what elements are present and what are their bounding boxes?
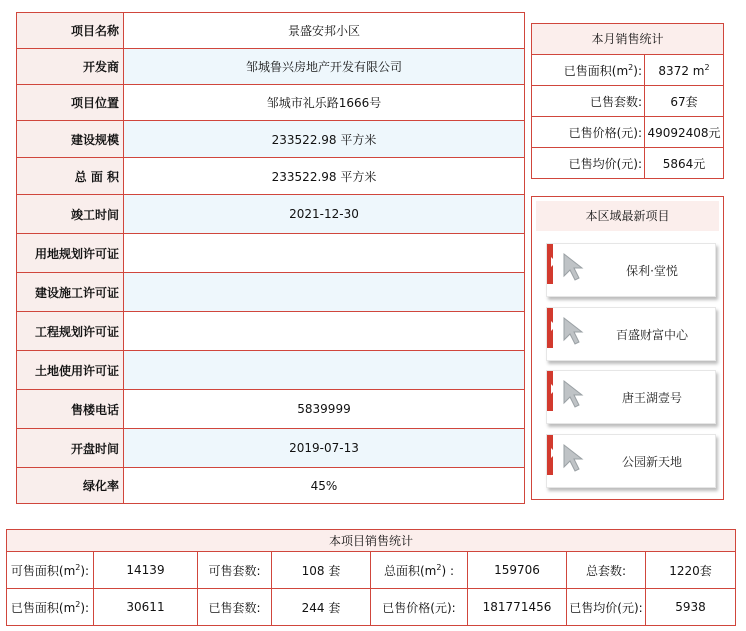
bookmark-flag-icon <box>547 371 553 411</box>
sold-price-label: 已售价格(元): <box>371 589 468 626</box>
cursor-arrow-icon <box>561 252 587 282</box>
latest-project-item[interactable] <box>546 434 716 488</box>
info-value-green-rate: 45% <box>124 468 525 504</box>
latest-project-name: 保利·堂悦 <box>626 264 678 278</box>
info-value-developer: 邹城鲁兴房地产开发有限公司 <box>124 49 525 85</box>
latest-projects-title: 本区域最新项目 <box>536 201 719 231</box>
monthly-sold-price-label: 已售价格(元): <box>532 117 645 148</box>
info-label-engineering-permit: 工程规划许可证 <box>17 312 124 351</box>
info-label-land-plan-permit: 用地规划许可证 <box>17 234 124 273</box>
info-label-developer: 开发商 <box>17 49 124 85</box>
monthly-sold-price-value: 49092408元 <box>645 117 724 148</box>
sold-units-value: 244 套 <box>272 589 371 626</box>
latest-project-item[interactable] <box>546 370 716 424</box>
monthly-sold-units-label: 已售套数: <box>532 86 645 117</box>
monthly-sold-units-value: 67套 <box>645 86 724 117</box>
latest-project-name: 公园新天地 <box>621 455 682 469</box>
info-label-total-area: 总 面 积 <box>17 158 124 195</box>
info-value-name: 景盛安邦小区 <box>124 13 525 49</box>
info-value-land-plan-permit <box>124 234 525 273</box>
info-label-location: 项目位置 <box>17 85 124 121</box>
monthly-sold-area-value: 8372 $m^2$ <box>645 55 724 86</box>
avail-area-label: 可售面积$(m^2)$: <box>7 552 94 589</box>
latest-project-name: 唐王湖壹号 <box>621 391 682 405</box>
avail-units-value: 108 套 <box>272 552 371 589</box>
bookmark-flag-icon <box>547 308 553 348</box>
info-label-build-scale: 建设规模 <box>17 121 124 158</box>
total-units-value: 1220套 <box>646 552 736 589</box>
sold-price-value: 181771456 <box>468 589 567 626</box>
sold-area-label: 已售面积$(m^2)$: <box>7 589 94 626</box>
info-label-construction-permit: 建设施工许可证 <box>17 273 124 312</box>
avail-area-value: 14139 <box>94 552 198 589</box>
latest-project-name: 百盛财富中心 <box>615 328 688 342</box>
total-area-label: 总面积$(m^2)$ : <box>371 552 468 589</box>
monthly-avg-price-label: 已售均价(元): <box>568 156 642 171</box>
sold-units-label: 已售套数: <box>198 589 272 626</box>
info-value-location: 邹城市礼乐路1666号 <box>124 85 525 121</box>
info-value-total-area: 233522.98 平方米 <box>124 158 525 195</box>
info-label-sales-phone: 售楼电话 <box>17 390 124 429</box>
latest-projects-panel <box>531 196 724 500</box>
avail-units-label: 可售套数: <box>198 552 272 589</box>
info-value-sales-phone: 5839999 <box>124 390 525 429</box>
info-label-green-rate: 绿化率 <box>17 468 124 504</box>
cursor-arrow-icon <box>561 316 587 346</box>
info-value-construction-permit <box>124 273 525 312</box>
info-value-engineering-permit <box>124 312 525 351</box>
info-value-opening-date: 2019-07-13 <box>124 429 525 468</box>
monthly-avg-price-value: 5864元 <box>645 148 724 179</box>
info-label-name: 项目名称 <box>17 13 124 49</box>
latest-project-item[interactable] <box>546 243 716 297</box>
project-sales-title: 本项目销售统计 <box>7 530 736 552</box>
total-area-value: 159706 <box>468 552 567 589</box>
monthly-sales-title: 本月销售统计 <box>532 24 723 55</box>
info-label-opening-date: 开盘时间 <box>17 429 124 468</box>
bookmark-flag-icon <box>547 244 553 284</box>
monthly-sold-area-label: 已售面积$(m^2)$: <box>532 55 645 86</box>
sold-area-value: 30611 <box>94 589 198 626</box>
cursor-arrow-icon <box>561 443 587 473</box>
info-value-completion: 2021-12-30 <box>124 195 525 234</box>
avg-price-label: 已售均价(元): <box>567 589 646 626</box>
avg-price-value: 5938 <box>646 589 736 626</box>
info-value-land-use-permit <box>124 351 525 390</box>
info-label-land-use-permit: 土地使用许可证 <box>17 351 124 390</box>
info-label-completion: 竣工时间 <box>17 195 124 234</box>
info-value-build-scale: 233522.98 平方米 <box>124 121 525 158</box>
project-info-table <box>16 12 525 504</box>
bookmark-flag-icon <box>547 435 553 475</box>
total-units-label: 总套数: <box>567 552 646 589</box>
project-sales-table <box>6 529 736 626</box>
latest-project-item[interactable] <box>546 307 716 361</box>
monthly-sales-panel <box>531 23 724 179</box>
cursor-arrow-icon <box>561 379 587 409</box>
